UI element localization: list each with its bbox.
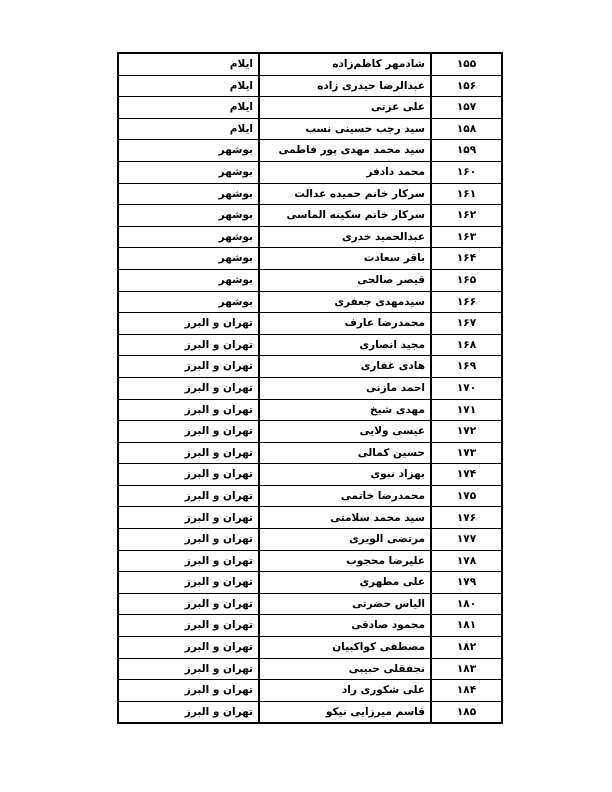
row-number: ۱۸۳ xyxy=(431,658,502,680)
table-row xyxy=(118,399,502,421)
province: تهران و البرز xyxy=(118,572,259,594)
province: تهران و البرز xyxy=(118,593,259,615)
row-number: ۱۶۵ xyxy=(431,269,502,291)
table-row xyxy=(118,140,502,162)
province: ایلام xyxy=(118,75,259,97)
table-row xyxy=(118,572,502,594)
person-name: علیرضا محجوب xyxy=(259,550,431,572)
table-row xyxy=(118,701,502,723)
province: تهران و البرز xyxy=(118,356,259,378)
row-number: ۱۶۹ xyxy=(431,356,502,378)
table-row xyxy=(118,442,502,464)
province: تهران و البرز xyxy=(118,615,259,637)
person-name: هادی غفاری xyxy=(259,356,431,378)
table-row xyxy=(118,291,502,313)
province: تهران و البرز xyxy=(118,658,259,680)
province: تهران و البرز xyxy=(118,701,259,723)
table-row xyxy=(118,550,502,572)
table-row xyxy=(118,226,502,248)
row-number: ۱۶۱ xyxy=(431,183,502,205)
row-number: ۱۵۶ xyxy=(431,75,502,97)
row-number: ۱۵۸ xyxy=(431,118,502,140)
person-name: بهزاد نبوی xyxy=(259,464,431,486)
person-name: مهدی شیخ xyxy=(259,399,431,421)
table-row xyxy=(118,334,502,356)
table-row xyxy=(118,269,502,291)
table-row xyxy=(118,118,502,140)
person-name: سید محمد مهدی پور فاطمی xyxy=(259,140,431,162)
person-name: مرتضی الویری xyxy=(259,529,431,551)
person-name: سید رجب حسینی نسب xyxy=(259,118,431,140)
row-number: ۱۷۱ xyxy=(431,399,502,421)
province: تهران و البرز xyxy=(118,637,259,659)
province: تهران و البرز xyxy=(118,377,259,399)
names-table xyxy=(117,52,503,724)
province: ایلام xyxy=(118,118,259,140)
row-number: ۱۷۲ xyxy=(431,421,502,443)
person-name: سیدمهدی جعفری xyxy=(259,291,431,313)
province: بوشهر xyxy=(118,205,259,227)
row-number: ۱۷۳ xyxy=(431,442,502,464)
province: تهران و البرز xyxy=(118,442,259,464)
province: بوشهر xyxy=(118,161,259,183)
row-number: ۱۷۸ xyxy=(431,550,502,572)
person-name: شادمهر کاظم‌زاده xyxy=(259,53,431,75)
row-number: ۱۶۷ xyxy=(431,313,502,335)
person-name: سرکار خانم سکینه الماسی xyxy=(259,205,431,227)
person-name: باقر سعادت xyxy=(259,248,431,270)
table-row xyxy=(118,75,502,97)
row-number: ۱۸۱ xyxy=(431,615,502,637)
province: تهران و البرز xyxy=(118,421,259,443)
province: بوشهر xyxy=(118,269,259,291)
row-number: ۱۶۳ xyxy=(431,226,502,248)
province: تهران و البرز xyxy=(118,529,259,551)
person-name: عبدالحمید خدری xyxy=(259,226,431,248)
row-number: ۱۶۸ xyxy=(431,334,502,356)
province: بوشهر xyxy=(118,183,259,205)
table-row xyxy=(118,529,502,551)
table-row xyxy=(118,97,502,119)
province: ایلام xyxy=(118,97,259,119)
table-row xyxy=(118,248,502,270)
row-number: ۱۵۷ xyxy=(431,97,502,119)
province: تهران و البرز xyxy=(118,507,259,529)
table-row xyxy=(118,637,502,659)
table-row xyxy=(118,205,502,227)
row-number: ۱۶۲ xyxy=(431,205,502,227)
row-number: ۱۷۵ xyxy=(431,485,502,507)
table-row xyxy=(118,658,502,680)
province: تهران و البرز xyxy=(118,485,259,507)
row-number: ۱۵۵ xyxy=(431,53,502,75)
table-row xyxy=(118,313,502,335)
row-number: ۱۸۵ xyxy=(431,701,502,723)
person-name: علی شکوری راد xyxy=(259,680,431,702)
table-row xyxy=(118,464,502,486)
province: تهران و البرز xyxy=(118,313,259,335)
province: بوشهر xyxy=(118,140,259,162)
person-name: سرکار خانم حمیده عدالت xyxy=(259,183,431,205)
row-number: ۱۸۴ xyxy=(431,680,502,702)
person-name: احمد مازنی xyxy=(259,377,431,399)
person-name: علی عزتی xyxy=(259,97,431,119)
row-number: ۱۶۴ xyxy=(431,248,502,270)
row-number: ۱۶۶ xyxy=(431,291,502,313)
table-row xyxy=(118,183,502,205)
row-number: ۱۷۴ xyxy=(431,464,502,486)
province: تهران و البرز xyxy=(118,464,259,486)
person-name: محمد دادفر xyxy=(259,161,431,183)
table-body xyxy=(118,53,502,723)
table-row xyxy=(118,53,502,75)
province: ایلام xyxy=(118,53,259,75)
person-name: مجید انصاری xyxy=(259,334,431,356)
table-row xyxy=(118,680,502,702)
row-number: ۱۷۶ xyxy=(431,507,502,529)
province: تهران و البرز xyxy=(118,680,259,702)
table-row xyxy=(118,356,502,378)
table-row xyxy=(118,161,502,183)
table-row xyxy=(118,593,502,615)
person-name: قاسم میرزایی نیکو xyxy=(259,701,431,723)
row-number: ۱۷۷ xyxy=(431,529,502,551)
person-name: حسین کمالی xyxy=(259,442,431,464)
person-name: علی مطهری xyxy=(259,572,431,594)
province: تهران و البرز xyxy=(118,399,259,421)
province: بوشهر xyxy=(118,291,259,313)
row-number: ۱۶۰ xyxy=(431,161,502,183)
row-number: ۱۸۰ xyxy=(431,593,502,615)
row-number: ۱۷۹ xyxy=(431,572,502,594)
person-name: محمود صادقی xyxy=(259,615,431,637)
person-name: مصطفی کواکبیان xyxy=(259,637,431,659)
person-name: نجفقلی حبیبی xyxy=(259,658,431,680)
province: بوشهر xyxy=(118,226,259,248)
province: بوشهر xyxy=(118,248,259,270)
province: تهران و البرز xyxy=(118,334,259,356)
person-name: الیاس حضرتی xyxy=(259,593,431,615)
row-number: ۱۷۰ xyxy=(431,377,502,399)
row-number: ۱۸۲ xyxy=(431,637,502,659)
province: تهران و البرز xyxy=(118,550,259,572)
person-name: محمدرضا عارف xyxy=(259,313,431,335)
person-name: عبدالرضا حیدری زاده xyxy=(259,75,431,97)
person-name: سید محمد سلامتی xyxy=(259,507,431,529)
person-name: عیسی ولایی xyxy=(259,421,431,443)
table-row xyxy=(118,421,502,443)
table-row xyxy=(118,377,502,399)
table-row xyxy=(118,485,502,507)
person-name: قیصر صالحی xyxy=(259,269,431,291)
table-row xyxy=(118,507,502,529)
row-number: ۱۵۹ xyxy=(431,140,502,162)
person-name: محمدرضا خاتمی xyxy=(259,485,431,507)
table-row xyxy=(118,615,502,637)
